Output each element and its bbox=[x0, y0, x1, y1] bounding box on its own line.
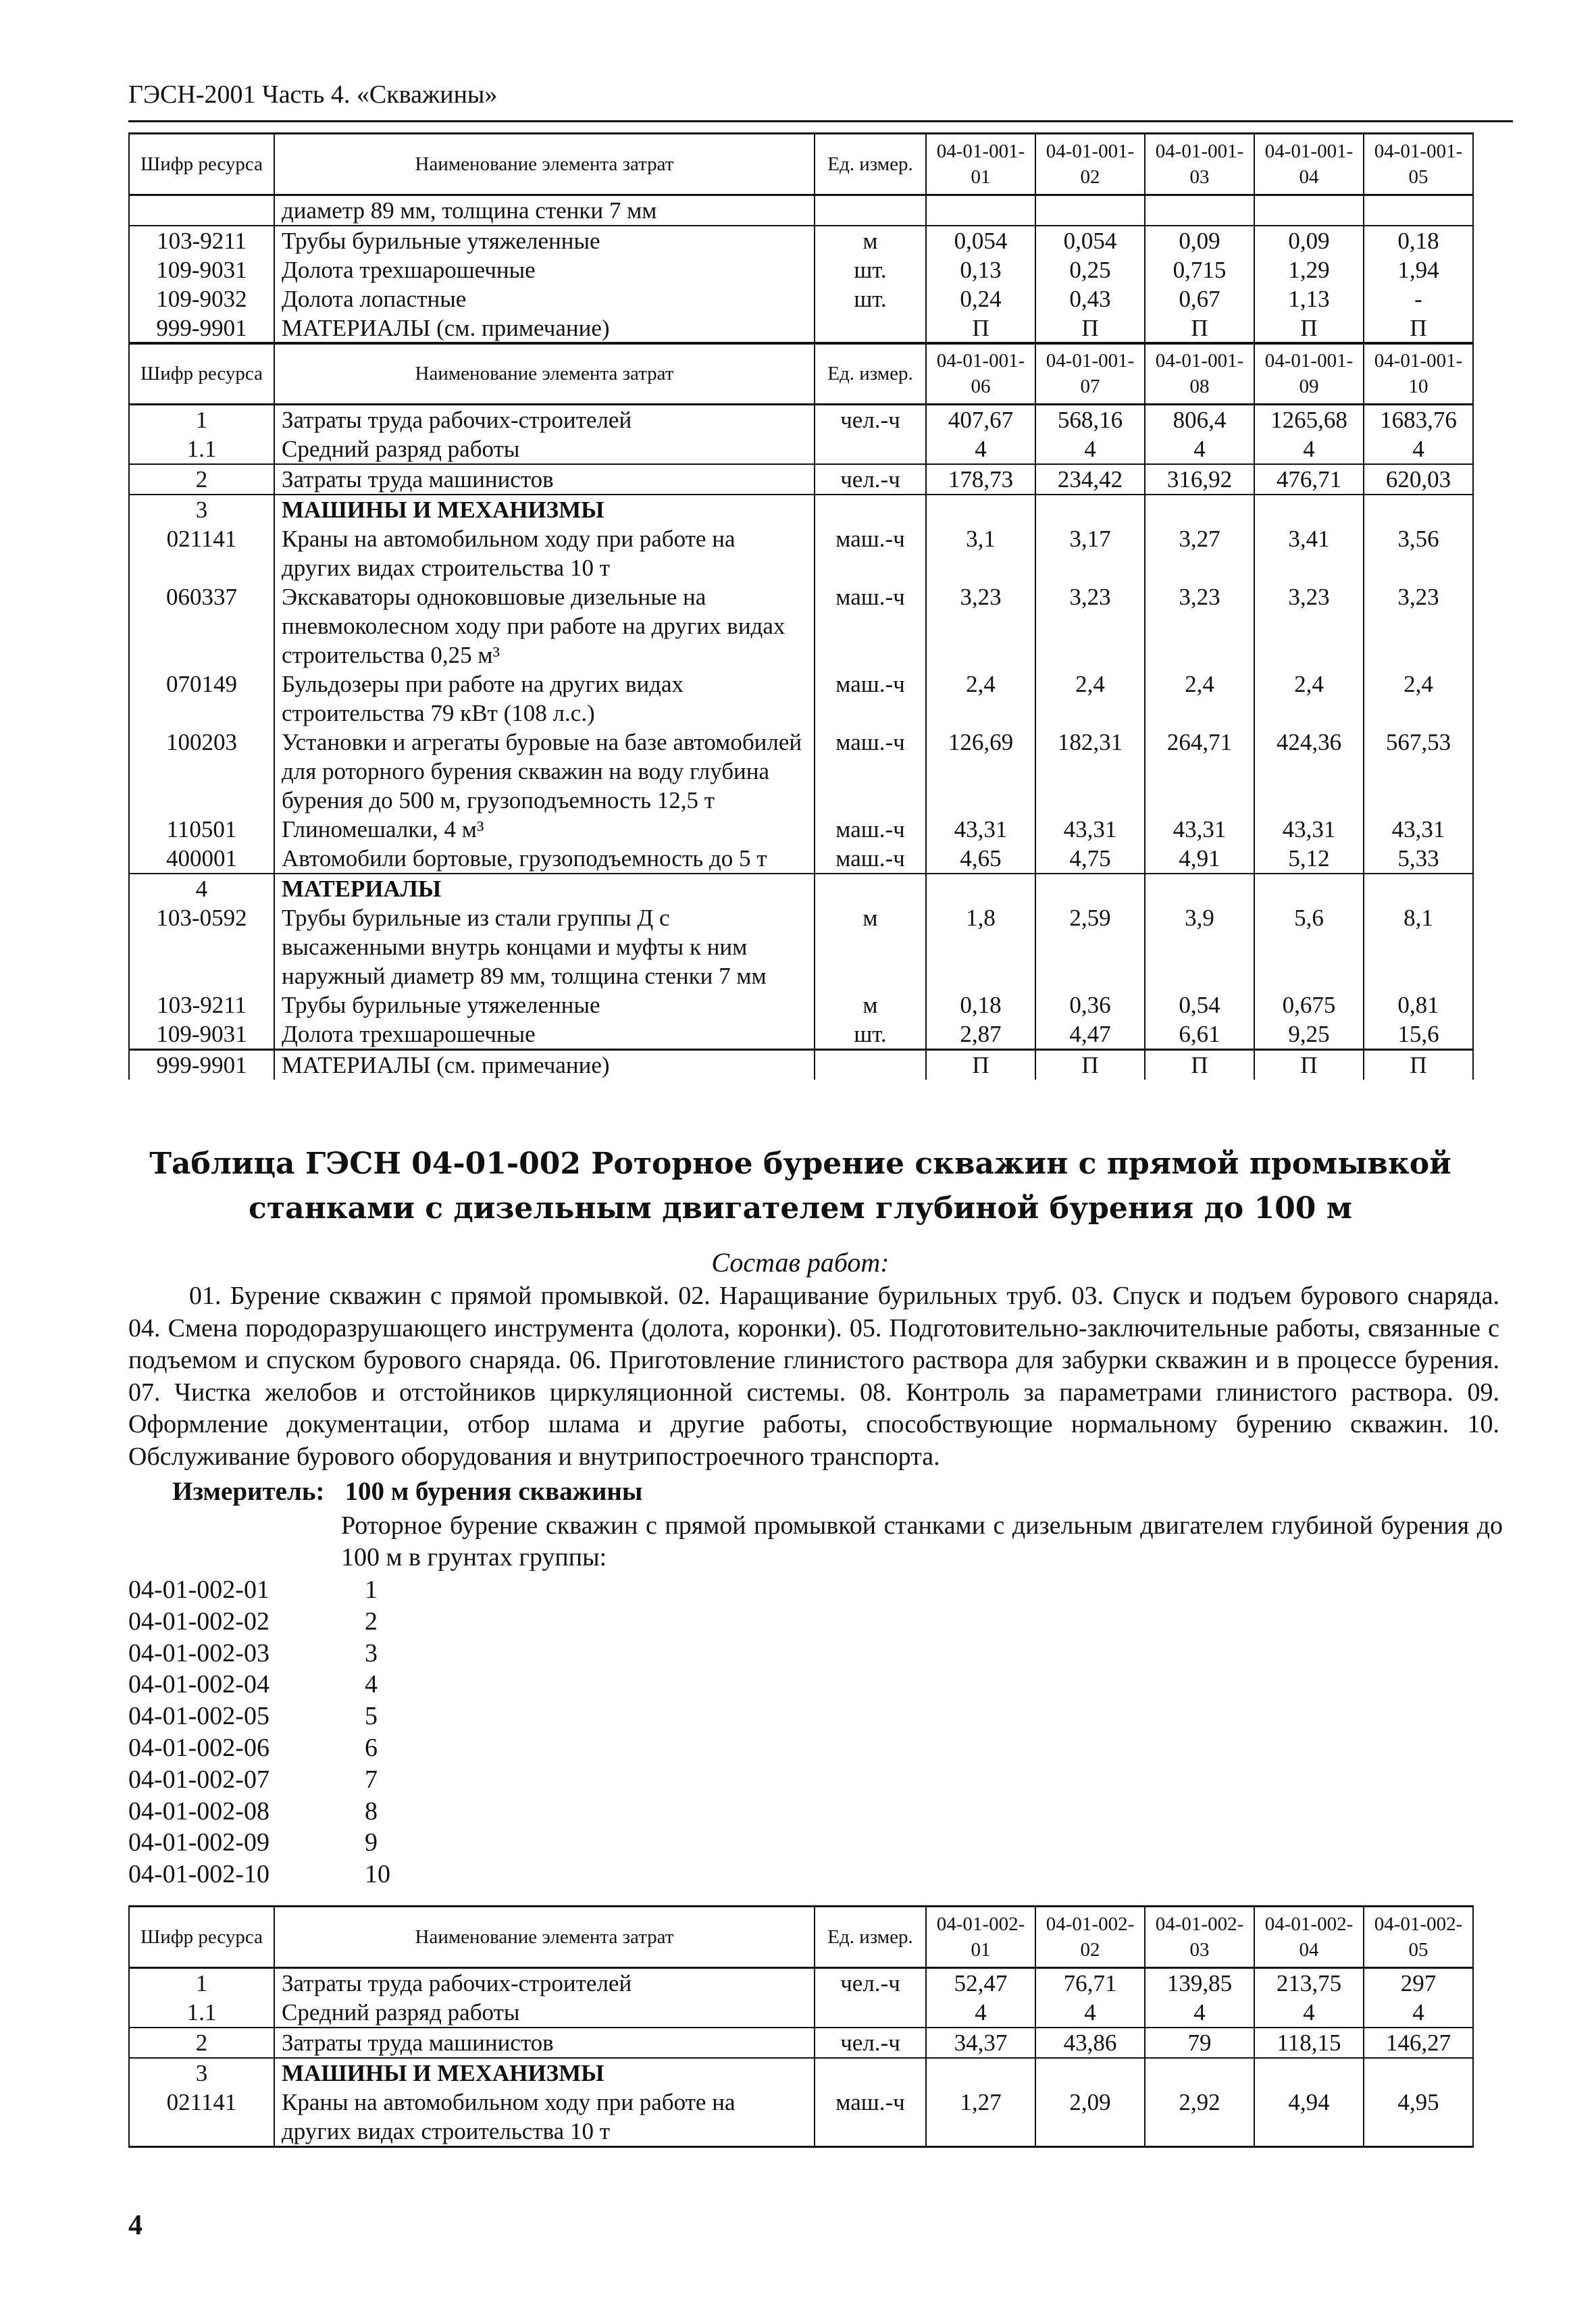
norm-value bbox=[1364, 874, 1473, 903]
unit-cell: шт. bbox=[815, 1020, 926, 1050]
header-norm: 04-01-001-01 bbox=[926, 134, 1035, 195]
header-unit: Ед. измер. bbox=[815, 134, 926, 195]
cost-element-name: Долота лопастные bbox=[274, 284, 815, 313]
norm-value: 4,65 bbox=[926, 844, 1035, 874]
header-name: Наименование элемента затрат bbox=[274, 1907, 815, 1968]
norm-value: - bbox=[1364, 284, 1473, 313]
norm-code: 04-01-002-10 bbox=[128, 1860, 269, 1889]
norm-value: 0,36 bbox=[1035, 990, 1145, 1020]
header-norm: 04-01-001-08 bbox=[1145, 343, 1254, 405]
table-row bbox=[129, 464, 1473, 495]
norm-value: 4 bbox=[1364, 1998, 1473, 2028]
cost-element-name: Трубы бурильные утяжеленные bbox=[274, 226, 815, 255]
cost-element-name: МАШИНЫ И МЕХАНИЗМЫ bbox=[274, 495, 815, 524]
table-row bbox=[129, 582, 1473, 670]
unit-cell: маш.-ч bbox=[815, 844, 926, 874]
resource-code: 400001 bbox=[129, 844, 274, 874]
norm-value: 4 bbox=[1035, 1998, 1145, 2028]
norm-value: 567,53 bbox=[1364, 728, 1473, 815]
norm-value: 4 bbox=[926, 434, 1035, 464]
measure-line bbox=[172, 1476, 642, 1507]
norm-value: 2,4 bbox=[1254, 670, 1364, 728]
norm-value bbox=[1145, 195, 1254, 226]
norm-value: 1,13 bbox=[1254, 284, 1364, 313]
unit-cell: шт. bbox=[815, 284, 926, 313]
norm-value bbox=[1145, 874, 1254, 903]
norm-list-item bbox=[128, 1732, 390, 1764]
norm-list-item bbox=[128, 1606, 390, 1638]
norm-value: 264,71 bbox=[1145, 728, 1254, 815]
norm-value: 4,91 bbox=[1145, 844, 1254, 874]
norm-value: 9,25 bbox=[1254, 1020, 1364, 1050]
resource-code: 103-0592 bbox=[129, 903, 274, 990]
norm-value: 3,23 bbox=[1035, 582, 1145, 670]
measure-value: 100 м бурения скважины bbox=[344, 1477, 643, 1506]
header-norm: 04-01-001-09 bbox=[1254, 343, 1364, 405]
norm-value: 5,12 bbox=[1254, 844, 1364, 874]
norm-code: 04-01-002-09 bbox=[128, 1828, 269, 1857]
soil-group: 4 bbox=[365, 1670, 378, 1699]
cost-element-name: Краны на автомобильном ходу при работе на других видах строительства 10 т bbox=[274, 2088, 815, 2147]
unit-cell: чел.-ч bbox=[815, 464, 926, 495]
norm-value: 0,675 bbox=[1254, 990, 1364, 1020]
norm-value: 8,1 bbox=[1364, 903, 1473, 990]
norm-value: 4,47 bbox=[1035, 1020, 1145, 1050]
header-norm: 04-01-002-04 bbox=[1254, 1907, 1364, 1968]
resource-code: 1 bbox=[129, 1968, 274, 1998]
table-row bbox=[129, 844, 1473, 874]
unit-cell: м bbox=[815, 990, 926, 1020]
resource-code: 109-9031 bbox=[129, 1020, 274, 1050]
norm-value bbox=[1254, 195, 1364, 226]
unit-cell: шт. bbox=[815, 255, 926, 284]
norm-value: 3,17 bbox=[1035, 524, 1145, 582]
resource-code: 100203 bbox=[129, 728, 274, 815]
norm-code: 04-01-002-01 bbox=[128, 1576, 269, 1604]
norm-value: 806,4 bbox=[1145, 405, 1254, 435]
composition-heading: Состав работ: bbox=[711, 1247, 890, 1278]
cost-element-name: Затраты труда машинистов bbox=[274, 2028, 815, 2058]
norm-value: 3,56 bbox=[1364, 524, 1473, 582]
unit-cell bbox=[815, 313, 926, 344]
soil-group: 8 bbox=[365, 1796, 378, 1826]
norm-value: 126,69 bbox=[926, 728, 1035, 815]
norm-value bbox=[1364, 195, 1473, 226]
norm-value bbox=[1035, 874, 1145, 903]
header-name: Наименование элемента затрат bbox=[274, 343, 815, 405]
resource-code: 103-9211 bbox=[129, 990, 274, 1020]
norm-code: 04-01-002-05 bbox=[128, 1702, 269, 1731]
norm-value: 43,86 bbox=[1035, 2028, 1145, 2058]
resource-table-001-part1 bbox=[128, 132, 1474, 345]
norm-value: 4,94 bbox=[1254, 2088, 1364, 2147]
soil-group: 1 bbox=[365, 1576, 378, 1604]
norm-value: 3,9 bbox=[1145, 903, 1254, 990]
norm-value: 3,23 bbox=[926, 582, 1035, 670]
unit-cell bbox=[815, 195, 926, 226]
table-row bbox=[129, 1020, 1473, 1050]
norm-value bbox=[926, 195, 1035, 226]
norm-value: 620,03 bbox=[1364, 464, 1473, 495]
header-norm: 04-01-001-04 bbox=[1254, 134, 1364, 195]
table-row bbox=[129, 524, 1473, 582]
unit-cell: чел.-ч bbox=[815, 2028, 926, 2058]
norm-value: П bbox=[1254, 313, 1364, 344]
resource-code: 109-9031 bbox=[129, 255, 274, 284]
norm-value: П bbox=[1145, 1050, 1254, 1080]
norm-value: 0,054 bbox=[1035, 226, 1145, 255]
unit-cell: маш.-ч bbox=[815, 815, 926, 844]
norm-value bbox=[1145, 495, 1254, 524]
norm-value bbox=[1364, 2058, 1473, 2088]
resource-code: 103-9211 bbox=[129, 226, 274, 255]
norm-value: 2,4 bbox=[1035, 670, 1145, 728]
norm-value: 3,27 bbox=[1145, 524, 1254, 582]
norm-value: 4 bbox=[926, 1998, 1035, 2028]
norm-value: 213,75 bbox=[1254, 1968, 1364, 1998]
norm-value: 0,24 bbox=[926, 284, 1035, 313]
page-number: 4 bbox=[128, 2210, 143, 2241]
norm-value bbox=[926, 2058, 1035, 2088]
norm-value: 0,09 bbox=[1254, 226, 1364, 255]
unit-cell: маш.-ч bbox=[815, 524, 926, 582]
norm-list-item bbox=[128, 1796, 390, 1828]
running-title: ГЭСН-2001 Часть 4. «Скважины» bbox=[128, 80, 498, 109]
table-row bbox=[129, 903, 1473, 990]
cost-element-name: диаметр 89 мм, толщина стенки 7 мм bbox=[274, 195, 815, 226]
norm-value: 407,67 bbox=[926, 405, 1035, 435]
norm-value: 182,31 bbox=[1035, 728, 1145, 815]
norm-value: 6,61 bbox=[1145, 1020, 1254, 1050]
norm-value bbox=[1035, 2058, 1145, 2088]
header-code: Шифр ресурса bbox=[129, 343, 274, 405]
header-code: Шифр ресурса bbox=[129, 134, 274, 195]
norm-value: 4 bbox=[1035, 434, 1145, 464]
resource-code: 1 bbox=[129, 405, 274, 435]
norm-value: П bbox=[926, 313, 1035, 344]
table-row bbox=[129, 874, 1473, 903]
resource-code: 2 bbox=[129, 2028, 274, 2058]
table-row bbox=[129, 728, 1473, 815]
norm-list-item bbox=[128, 1638, 390, 1669]
table-row bbox=[129, 1050, 1473, 1080]
norm-value: П bbox=[1145, 313, 1254, 344]
norm-value bbox=[1035, 495, 1145, 524]
table-row bbox=[129, 2028, 1473, 2058]
cost-element-name: МАТЕРИАЛЫ (см. примечание) bbox=[274, 313, 815, 344]
header-unit: Ед. измер. bbox=[815, 343, 926, 405]
unit-cell bbox=[815, 434, 926, 464]
norm-value: 3,41 bbox=[1254, 524, 1364, 582]
norm-value: 34,37 bbox=[926, 2028, 1035, 2058]
header-norm: 04-01-001-06 bbox=[926, 343, 1035, 405]
norm-value: 0,715 bbox=[1145, 255, 1254, 284]
norm-value bbox=[926, 495, 1035, 524]
norm-list-item bbox=[128, 1764, 390, 1796]
soil-group: 10 bbox=[365, 1860, 390, 1889]
norm-value: 4 bbox=[1364, 434, 1473, 464]
header-rule bbox=[128, 120, 1513, 122]
cost-element-name: Установки и агрегаты буровые на базе автомобилей для роторного бурения скважин на воду глубина бурения до 500 м, грузоподъемность 12,5 т bbox=[274, 728, 815, 815]
norm-value: 0,25 bbox=[1035, 255, 1145, 284]
unit-cell bbox=[815, 1998, 926, 2028]
table-row bbox=[129, 284, 1473, 313]
norm-value: 4 bbox=[1254, 1998, 1364, 2028]
norm-value: 4 bbox=[1145, 1998, 1254, 2028]
norm-list-item bbox=[128, 1669, 390, 1701]
soil-group: 9 bbox=[365, 1828, 378, 1857]
resource-code: 109-9032 bbox=[129, 284, 274, 313]
resource-code: 110501 bbox=[129, 815, 274, 844]
norm-value: П bbox=[1035, 1050, 1145, 1080]
norm-value: П bbox=[926, 1050, 1035, 1080]
table-row bbox=[129, 226, 1473, 255]
soil-group: 6 bbox=[365, 1733, 378, 1762]
resource-code: 021141 bbox=[129, 2088, 274, 2147]
norm-value bbox=[1035, 195, 1145, 226]
norm-value: 0,81 bbox=[1364, 990, 1473, 1020]
norm-code-list bbox=[128, 1574, 390, 1890]
cost-element-name: Трубы бурильные утяжеленные bbox=[274, 990, 815, 1020]
norm-value: 0,67 bbox=[1145, 284, 1254, 313]
cost-element-name: МАТЕРИАЛЫ (см. примечание) bbox=[274, 1050, 815, 1080]
norm-value: 4 bbox=[1254, 434, 1364, 464]
resource-table-002 bbox=[128, 1905, 1474, 2148]
table-row bbox=[129, 670, 1473, 728]
norm-value: 5,33 bbox=[1364, 844, 1473, 874]
cost-element-name: МАШИНЫ И МЕХАНИЗМЫ bbox=[274, 2058, 815, 2088]
norm-value: П bbox=[1364, 313, 1473, 344]
norm-value: 424,36 bbox=[1254, 728, 1364, 815]
norm-value: 118,15 bbox=[1254, 2028, 1364, 2058]
cost-element-name: Затраты труда рабочих-строителей bbox=[274, 405, 815, 435]
resource-code: 1.1 bbox=[129, 1998, 274, 2028]
norm-value: 2,4 bbox=[1145, 670, 1254, 728]
header-norm: 04-01-002-02 bbox=[1035, 1907, 1145, 1968]
table-row bbox=[129, 434, 1473, 464]
section-title: Таблица ГЭСН 04-01-002 Роторное бурение скважин с прямой промывкой станками с дизельным двигателем глубиной бурения до 100 м bbox=[149, 1147, 1451, 1226]
header-code: Шифр ресурса bbox=[129, 1907, 274, 1968]
norm-value: 0,43 bbox=[1035, 284, 1145, 313]
norm-value: 0,13 bbox=[926, 255, 1035, 284]
unit-cell: м bbox=[815, 903, 926, 990]
norms-intro: Роторное бурение скважин с прямой промывкой станками с дизельным двигателем глубиной бурения до 100 м в грунтах группы: bbox=[341, 1511, 1503, 1571]
norm-value: 0,18 bbox=[926, 990, 1035, 1020]
table-row bbox=[129, 1968, 1473, 1998]
measure-label: Измеритель: bbox=[172, 1477, 325, 1506]
norm-code: 04-01-002-03 bbox=[128, 1638, 269, 1667]
cost-element-name: Затраты труда машинистов bbox=[274, 464, 815, 495]
norm-value: 0,054 bbox=[926, 226, 1035, 255]
cost-element-name: Бульдозеры при работе на других видах строительства 79 кВт (108 л.с.) bbox=[274, 670, 815, 728]
norm-value: 2,4 bbox=[926, 670, 1035, 728]
norm-value: 2,87 bbox=[926, 1020, 1035, 1050]
header-norm: 04-01-001-07 bbox=[1035, 343, 1145, 405]
norm-value: 146,27 bbox=[1364, 2028, 1473, 2058]
norm-value: 4,95 bbox=[1364, 2088, 1473, 2147]
unit-cell bbox=[815, 1050, 926, 1080]
norm-code: 04-01-002-08 bbox=[128, 1796, 269, 1826]
norm-value: 1,27 bbox=[926, 2088, 1035, 2147]
norm-list-item bbox=[128, 1574, 390, 1606]
header-norm: 04-01-001-02 bbox=[1035, 134, 1145, 195]
norm-value: 2,09 bbox=[1035, 2088, 1145, 2147]
norm-value: 43,31 bbox=[1035, 815, 1145, 844]
resource-table-001-part2 bbox=[128, 342, 1474, 1080]
unit-cell: чел.-ч bbox=[815, 1968, 926, 1998]
table-row bbox=[129, 815, 1473, 844]
resource-code: 3 bbox=[129, 495, 274, 524]
header-norm: 04-01-002-05 bbox=[1364, 1907, 1473, 1968]
cost-element-name: Затраты труда рабочих-строителей bbox=[274, 1968, 815, 1998]
resource-code: 3 bbox=[129, 2058, 274, 2088]
norm-value: 3,23 bbox=[1254, 582, 1364, 670]
soil-group: 2 bbox=[365, 1607, 378, 1636]
header-norm: 04-01-001-10 bbox=[1364, 343, 1473, 405]
header-norm: 04-01-001-03 bbox=[1145, 134, 1254, 195]
table-row bbox=[129, 1998, 1473, 2028]
norm-value: 0,54 bbox=[1145, 990, 1254, 1020]
norm-value: 52,47 bbox=[926, 1968, 1035, 1998]
unit-cell bbox=[815, 2058, 926, 2088]
norm-value bbox=[1145, 2058, 1254, 2088]
table-row bbox=[129, 495, 1473, 524]
norm-list-item bbox=[128, 1827, 390, 1859]
norm-value: 1,29 bbox=[1254, 255, 1364, 284]
norm-value: 2,4 bbox=[1364, 670, 1473, 728]
norm-value bbox=[1254, 874, 1364, 903]
table-row bbox=[129, 195, 1473, 226]
cost-element-name: Краны на автомобильном ходу при работе на других видах строительства 10 т bbox=[274, 524, 815, 582]
table-header-row bbox=[129, 1907, 1473, 1968]
norm-code: 04-01-002-04 bbox=[128, 1670, 269, 1699]
unit-cell: м bbox=[815, 226, 926, 255]
resource-code: 4 bbox=[129, 874, 274, 903]
norm-value: 139,85 bbox=[1145, 1968, 1254, 1998]
norm-value: 2,92 bbox=[1145, 2088, 1254, 2147]
cost-element-name: Глиномешалки, 4 м³ bbox=[274, 815, 815, 844]
norm-value: 43,31 bbox=[1145, 815, 1254, 844]
norm-value: 15,6 bbox=[1364, 1020, 1473, 1050]
norm-value: П bbox=[1364, 1050, 1473, 1080]
table-row bbox=[129, 2058, 1473, 2088]
table-header-row bbox=[129, 343, 1473, 405]
norm-value: 3,23 bbox=[1364, 582, 1473, 670]
norm-list-item bbox=[128, 1701, 390, 1732]
norm-value: 76,71 bbox=[1035, 1968, 1145, 1998]
cost-element-name: Средний разряд работы bbox=[274, 434, 815, 464]
norm-value: 5,6 bbox=[1254, 903, 1364, 990]
norm-value bbox=[1254, 495, 1364, 524]
norm-value: 297 bbox=[1364, 1968, 1473, 1998]
norm-value: 316,92 bbox=[1145, 464, 1254, 495]
norm-value: 0,18 bbox=[1364, 226, 1473, 255]
unit-cell: маш.-ч bbox=[815, 582, 926, 670]
norm-value: 0,09 bbox=[1145, 226, 1254, 255]
norm-value: 4,75 bbox=[1035, 844, 1145, 874]
cost-element-name: Долота трехшарошечные bbox=[274, 1020, 815, 1050]
cost-element-name: Автомобили бортовые, грузоподъемность до 5 т bbox=[274, 844, 815, 874]
unit-cell: маш.-ч bbox=[815, 670, 926, 728]
header-norm: 04-01-002-01 bbox=[926, 1907, 1035, 1968]
norm-value: П bbox=[1254, 1050, 1364, 1080]
norm-value: 568,16 bbox=[1035, 405, 1145, 435]
norm-value: П bbox=[1035, 313, 1145, 344]
soil-group: 3 bbox=[365, 1638, 378, 1667]
cost-element-name: Трубы бурильные из стали группы Д с высаженными внутрь концами и муфты к ним наружный диаметр 89 мм, толщина стенки 7 мм bbox=[274, 903, 815, 990]
header-norm: 04-01-002-03 bbox=[1145, 1907, 1254, 1968]
norm-value: 234,42 bbox=[1035, 464, 1145, 495]
header-name: Наименование элемента затрат bbox=[274, 134, 815, 195]
norm-value bbox=[1254, 2058, 1364, 2088]
cost-element-name: МАТЕРИАЛЫ bbox=[274, 874, 815, 903]
resource-code: 999-9901 bbox=[129, 313, 274, 344]
unit-cell: маш.-ч bbox=[815, 2088, 926, 2147]
header-norm: 04-01-001-05 bbox=[1364, 134, 1473, 195]
resource-code: 060337 bbox=[129, 582, 274, 670]
resource-code: 070149 bbox=[129, 670, 274, 728]
unit-cell: маш.-ч bbox=[815, 728, 926, 815]
norm-code: 04-01-002-02 bbox=[128, 1607, 269, 1636]
resource-code: 1.1 bbox=[129, 434, 274, 464]
cost-element-name: Долота трехшарошечные bbox=[274, 255, 815, 284]
cost-element-name: Средний разряд работы bbox=[274, 1998, 815, 2028]
header-unit: Ед. измер. bbox=[815, 1907, 926, 1968]
resource-code bbox=[129, 195, 274, 226]
unit-cell bbox=[815, 874, 926, 903]
resource-code: 999-9901 bbox=[129, 1050, 274, 1080]
norm-value: 79 bbox=[1145, 2028, 1254, 2058]
norm-value: 43,31 bbox=[1364, 815, 1473, 844]
soil-group: 7 bbox=[365, 1765, 378, 1794]
norm-value: 1265,68 bbox=[1254, 405, 1364, 435]
soil-group: 5 bbox=[365, 1702, 378, 1731]
norm-value: 3,23 bbox=[1145, 582, 1254, 670]
norm-value: 1683,76 bbox=[1364, 405, 1473, 435]
table-row bbox=[129, 990, 1473, 1020]
composition-text: 01. Бурение скважин с прямой промывкой. 02. Наращивание бурильных труб. 03. Спуск и подъем бурового снаряда. 04. Смена породоразрушающего инструмента (долота, коронки). 05. Подготовительно-заключительные работы, связанные с подъемом и спуском бурового снаряда. 06. Приготовление глинистого раствора для забурки скважин и в процессе бурения. 07. Чистка желобов и отстойников циркуляционной системы. 08. Контроль за параметрами глинистого раствора. 09. Оформление документации, отбор шлама и другие работы, способствующие нормальному бурению скважин. 10. Обслуживание бурового оборудования и внутрипостроечного транспорта. bbox=[128, 1282, 1499, 1471]
norm-value: 2,59 bbox=[1035, 903, 1145, 990]
norm-value: 3,1 bbox=[926, 524, 1035, 582]
norm-value: 43,31 bbox=[926, 815, 1035, 844]
norm-list-item bbox=[128, 1859, 390, 1890]
norm-value bbox=[926, 874, 1035, 903]
cost-element-name: Экскаваторы одноковшовые дизельные на пневмоколесном ходу при работе на других видах строительства 0,25 м³ bbox=[274, 582, 815, 670]
norm-value: 476,71 bbox=[1254, 464, 1364, 495]
table-row bbox=[129, 313, 1473, 344]
norm-value: 1,8 bbox=[926, 903, 1035, 990]
table-row bbox=[129, 255, 1473, 284]
resource-code: 2 bbox=[129, 464, 274, 495]
table-row bbox=[129, 405, 1473, 435]
unit-cell bbox=[815, 495, 926, 524]
norm-code: 04-01-002-07 bbox=[128, 1765, 269, 1794]
norm-value: 43,31 bbox=[1254, 815, 1364, 844]
norm-value: 178,73 bbox=[926, 464, 1035, 495]
table-header-row bbox=[129, 134, 1473, 195]
norm-value: 4 bbox=[1145, 434, 1254, 464]
norm-value bbox=[1364, 495, 1473, 524]
norm-value: 1,94 bbox=[1364, 255, 1473, 284]
table-row bbox=[129, 2088, 1473, 2147]
unit-cell: чел.-ч bbox=[815, 405, 926, 435]
norm-code: 04-01-002-06 bbox=[128, 1733, 269, 1762]
resource-code: 021141 bbox=[129, 524, 274, 582]
